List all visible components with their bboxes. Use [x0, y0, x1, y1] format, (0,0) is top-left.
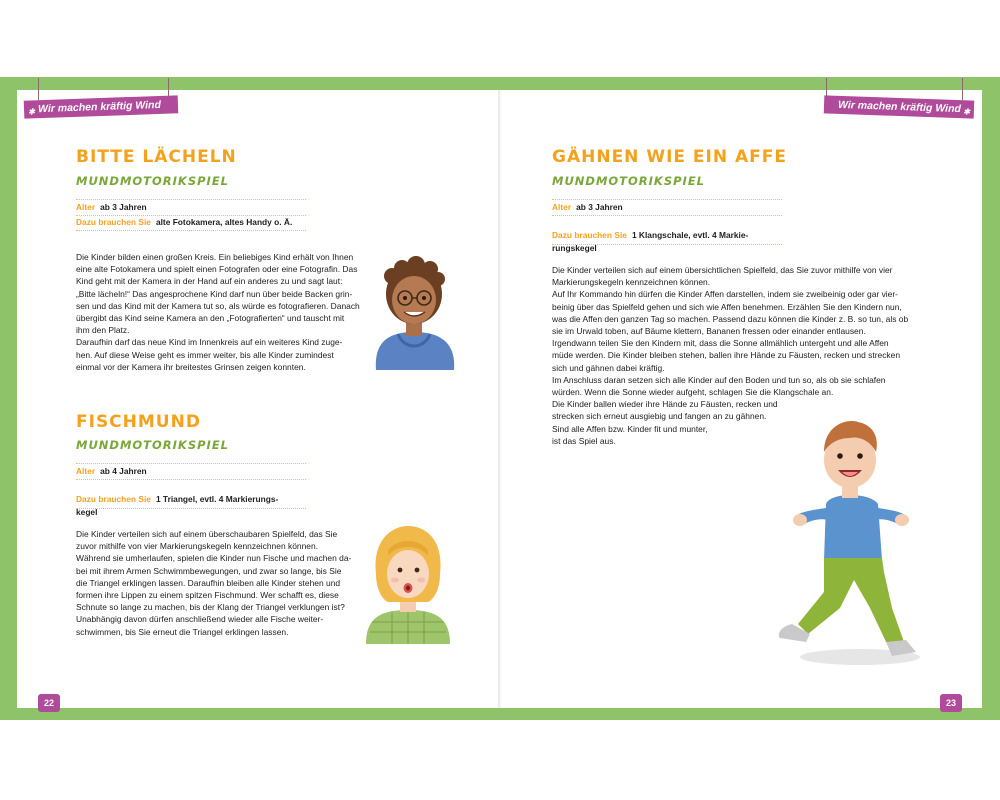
- age-label: Alter: [76, 466, 96, 476]
- game-subtitle: MUNDMOTORIKSPIEL: [76, 438, 230, 452]
- divider: [552, 199, 782, 200]
- needs-value: alte Fotokamera, altes Handy o. Ä.: [155, 217, 293, 227]
- age-value: ab 3 Jahren: [576, 202, 623, 212]
- game-title: GÄHNEN WIE EIN AFFE: [552, 147, 788, 167]
- banner-string: [38, 78, 39, 100]
- age-label: Alter: [76, 202, 96, 212]
- page-number-left: 22: [38, 694, 60, 712]
- needs-label: Dazu brauchen Sie: [76, 494, 151, 504]
- needs-label: Dazu brauchen Sie: [552, 230, 627, 240]
- banner-string: [962, 78, 963, 100]
- game-description: Die Kinder bilden einen großen Kreis. Ein beliebiges Kind erhält von Ihnen eine alte Fotokamera und spielt einen Fotografen oder eine Fotografin. Das Kind geht mit der Kamera in der Hand auf ein anderes zu und sagt laut: „Bitte lächeln!“ Das angesprochene Kind darf nun über beide Backen grin- sen und das Kind mit der Kamera tut so, als würde es fotografieren. Danach übergibt das Kind seine Kamera an den „Fotografierten“ und tauscht mit ihm den Platz. Daraufhin darf das neue Kind im Innenkreis auf ein weiteres Kind zuge- hen. Auf diese Weise geht es immer weiter, bis alle Kinder zumindest einmal vor der Kamera ihr breitestes Grinsen zeigen konnten.: [76, 252, 360, 372]
- age-line: [76, 201, 147, 214]
- needs-value: 1 Triangel, evtl. 4 Markierungs- kegel: [76, 494, 279, 517]
- age-label: Alter: [552, 202, 572, 212]
- chapter-banner-right: Wir machen kräftig Wind ✱: [824, 95, 975, 118]
- game-subtitle: MUNDMOTORIKSPIEL: [552, 174, 706, 188]
- needs-line: [552, 216, 787, 255]
- age-value: ab 4 Jahren: [100, 466, 147, 476]
- age-value: ab 3 Jahren: [100, 202, 147, 212]
- divider: [76, 463, 306, 464]
- page-number-right: 23: [940, 694, 962, 712]
- stretching-boy-illustration: [770, 412, 930, 670]
- chapter-banner-text: Wir machen kräftig Wind: [37, 98, 162, 116]
- game-description: Die Kinder verteilen sich auf einem überschaubaren Spielfeld, das Sie zuvor mithilfe von vier Markierungskegeln kennzeichnen können. Während sie umherlaufen, spielen die Kinder nun Fische und machen da- bei mit ihrem Armen Schwimmbewegungen, und zwar so lange, bis Sie die Triangel erklingen lassen. Daraufhin bleiben alle Kinder stehen und formen ihre Lippen zu einem spitzen Fischmund. Wer schafft es, diese Schnute so lange zu machen, bis der Klang der Triangel verklungen ist? Unabhängig davon dürfen anschließend wieder alle Fische weiter- schwimmen, bis Sie erneut die Triangel erklingen lassen.: [76, 529, 352, 637]
- fish-mouth-girl-illustration: [362, 522, 454, 644]
- game-description: Die Kinder verteilen sich auf einem übersichtlichen Spielfeld, das Sie zuvor mithilfe von vier Markierungskegeln kennzeichnen können. Auf Ihr Kommando hin dürfen die Kinder Affen darstellen, indem sie zweibeinig oder gar vier- beinig über das Spielfeld gehen und sich wie Affen benehmen. Erzählen Sie den Kindern nun, was die Affen den ganzen Tag so machen. Passend dazu können die Kinder z. B. so tun, als ob sie im Urwald toben, auf Bäume klettern, Bananen fressen oder einander entlausen. Irgendwann teilen Sie den Kindern mit, dass die Sonne allmählich untergeht und alle Affen müde werden. Die Kinder bleiben stehen, ballen ihre Hände zu Fäusten, recken und strecken sich und gähnen dabei kräftig. Im Anschluss daran setzen sich alle Kinder auf den Boden und tun so, als ob sie schlafen würden. Wenn die Sonne wieder aufgeht, schlagen Sie die Klangschale an. Die Kinder ballen wieder ihre Hände zu Fäusten, recken und strecken sich erneut ausgiebig und fangen an zu gähnen. Sind alle Affen bzw. Kinder fit und munter, ist das Spiel aus.: [552, 265, 909, 446]
- divider: [76, 508, 306, 509]
- game-title: FISCHMUND: [76, 412, 201, 432]
- book-spine: [498, 90, 502, 708]
- needs-line: [76, 480, 311, 519]
- age-line: [76, 465, 147, 478]
- smiling-boy-illustration: [368, 246, 460, 370]
- needs-line: [76, 216, 292, 229]
- age-line: [552, 201, 623, 214]
- divider: [552, 244, 782, 245]
- divider: [76, 230, 306, 231]
- needs-value: 1 Klangschale, evtl. 4 Markie- rungskegel: [552, 230, 749, 253]
- chapter-banner-text: Wir machen kräftig Wind: [837, 98, 962, 116]
- chapter-banner-left: ✱ Wir machen kräftig Wind: [24, 95, 179, 118]
- divider: [76, 199, 306, 200]
- needs-label: Dazu brauchen Sie: [76, 217, 151, 227]
- game-title: BITTE LÄCHELN: [76, 147, 237, 167]
- game-subtitle: MUNDMOTORIKSPIEL: [76, 174, 230, 188]
